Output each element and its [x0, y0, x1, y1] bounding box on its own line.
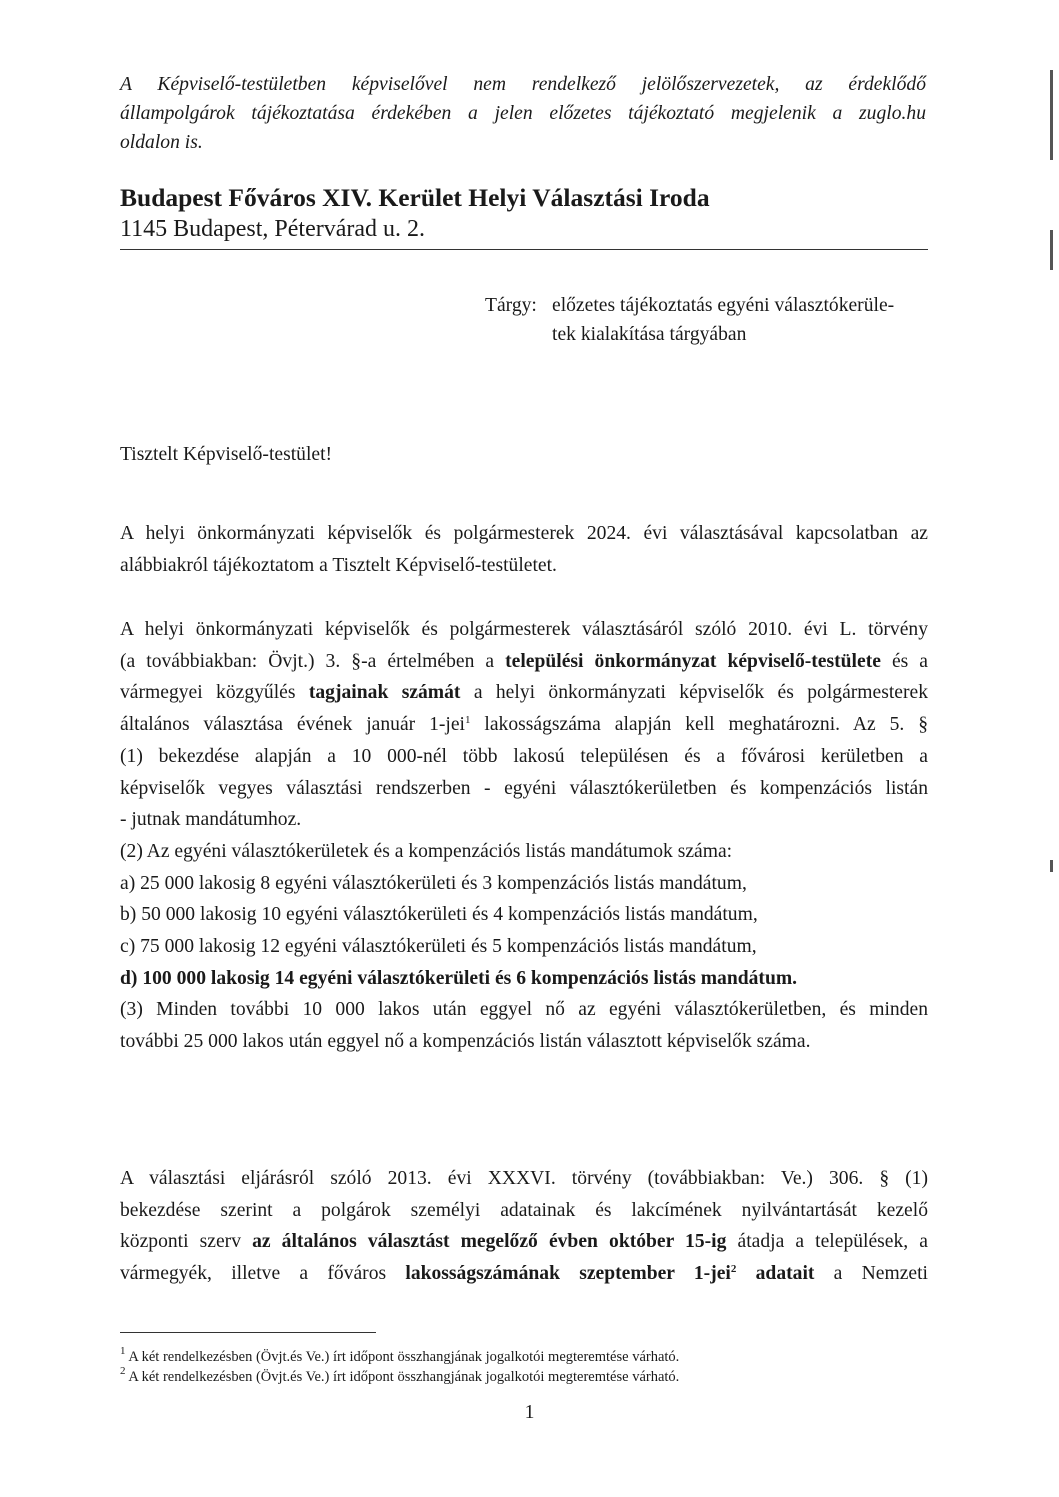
subject-line: tek kialakítása tárgyában	[552, 324, 747, 345]
text-run: vármegyék, illetve a főváros	[120, 1263, 406, 1285]
paragraph-line	[120, 1258, 928, 1290]
paragraph-line	[120, 709, 928, 741]
footnotes	[120, 1347, 928, 1387]
footnote-mark: 1	[120, 1345, 126, 1357]
footnote-ref: 2	[730, 1263, 737, 1276]
paragraph-line: (1) bekezdése alapján a 10 000-nél több lakosú településen és a fővárosi kerületben a	[120, 745, 928, 767]
text-run: vármegyei közgyűlés	[120, 682, 309, 704]
emphasis-text: az általános választást megelőző évben október 15-ig	[252, 1231, 727, 1253]
subject-line: előzetes tájékoztatás egyéni választókerüle-	[552, 295, 895, 316]
paragraph-line: bekezdése szerint a polgárok személyi adatainak és lakcímének nyilvántartását kezelő	[120, 1199, 928, 1221]
text-run: a Nemzeti	[814, 1263, 928, 1285]
paragraph-line	[120, 1226, 928, 1258]
paragraph-line: A helyi önkormányzati képviselők és polgármesterek 2024. évi választásával kapcsolatban az	[120, 523, 928, 544]
subject-block	[485, 291, 930, 349]
list-item-highlighted: d) 100 000 lakosig 14 egyéni választókerületi és 6 kompenzációs listás mandátum.	[120, 967, 798, 989]
page-number: 1	[524, 1402, 535, 1423]
emphasis-text: lakosságszámának szeptember 1-jei	[405, 1263, 731, 1285]
emphasis-text: tagjainak számát	[308, 682, 461, 704]
paragraph-line: (3) Minden további 10 000 lakos után eggyel nő az egyéni választókerületben, és minden	[120, 999, 928, 1021]
office-address: 1145 Budapest, Pétervárad u. 2.	[120, 216, 426, 242]
text-run: (a továbbiakban: Övjt.) 3. §-a értelmében a	[120, 650, 506, 672]
list-heading: (2) Az egyéni választókerületek és a kompenzációs listás mandátumok száma:	[120, 840, 733, 862]
paragraph-line: további 25 000 lakos után eggyel nő a kompenzációs listán választott képviselők száma.	[120, 1031, 811, 1053]
text-run: a helyi önkormányzati képviselők és polgármesterek	[460, 682, 929, 704]
paragraph-line	[120, 677, 928, 709]
notice-line: oldalon is.	[120, 132, 203, 153]
letterhead	[120, 182, 928, 250]
publication-notice	[120, 70, 926, 157]
footnote-separator	[120, 1332, 376, 1333]
salutation: Tisztelt Képviselő-testület!	[120, 444, 333, 465]
footnote-mark: 2	[120, 1365, 126, 1377]
paragraph-procedure	[120, 1163, 928, 1290]
emphasis-text: adatait	[736, 1263, 815, 1285]
list-item: a) 25 000 lakosig 8 egyéni választókerületi és 3 kompenzációs listás mandátum,	[120, 872, 747, 894]
footnote-text: A két rendelkezésben (Övjt.és Ve.) írt időpont összhangjának jogalkotói megteremtése várható.	[125, 1369, 680, 1385]
text-run: és a	[880, 650, 928, 672]
text-run: általános választása évének január 1-jei	[120, 714, 466, 736]
scan-edge-artifact	[1045, 0, 1059, 1497]
paragraph-line: - jutnak mandátumhoz.	[120, 809, 302, 831]
text-run: átadja a települések, a	[726, 1231, 928, 1253]
list-item: b) 50 000 lakosig 10 egyéni választókerületi és 4 kompenzációs listás mandátum,	[120, 904, 758, 926]
text-run: központi szerv	[120, 1231, 253, 1253]
paragraph-line: A helyi önkormányzati képviselők és polgármesterek választásáról szóló 2010. évi L. törvény	[120, 619, 928, 640]
text-run: lakosságszáma alapján kell meghatározni. Az 5. §	[470, 714, 928, 736]
notice-line: állampolgárok tájékoztatása érdekében a jelen előzetes tájékoztató megjelenik a zuglo.hu	[120, 103, 926, 124]
footnote	[120, 1347, 928, 1367]
paragraph-line: képviselők vegyes választási rendszerben - egyéni választókerületben és kompenzációs listán	[120, 777, 928, 799]
paragraph-line: alábbiakról tájékoztatom a Tisztelt Képviselő-testületet.	[120, 554, 557, 576]
paragraph-intro	[120, 518, 928, 581]
letterhead-rule	[120, 249, 928, 250]
footnote	[120, 1367, 928, 1387]
subject-label: Tárgy:	[485, 295, 537, 316]
list-item: c) 75 000 lakosig 12 egyéni választókerületi és 5 kompenzációs listás mandátum,	[120, 936, 757, 958]
footnote-ref: 1	[465, 714, 471, 727]
footnote-text: A két rendelkezésben (Övjt.és Ve.) írt időpont összhangjának jogalkotói megteremtése várható.	[125, 1349, 680, 1365]
paragraph-line: A választási eljárásról szóló 2013. évi XXXVI. törvény (továbbiakban: Ve.) 306. § (1)	[120, 1168, 928, 1189]
office-name: Budapest Főváros XIV. Kerület Helyi Választási Iroda	[120, 183, 710, 212]
paragraph-legal-basis	[120, 614, 928, 1058]
paragraph-line	[120, 646, 928, 678]
subject-text	[552, 291, 930, 349]
emphasis-text: települési önkormányzat képviselő-testülete	[505, 650, 881, 672]
notice-line: A Képviselő-testületben képviselővel nem rendelkező jelölőszervezetek, az érdeklődő	[120, 74, 926, 95]
